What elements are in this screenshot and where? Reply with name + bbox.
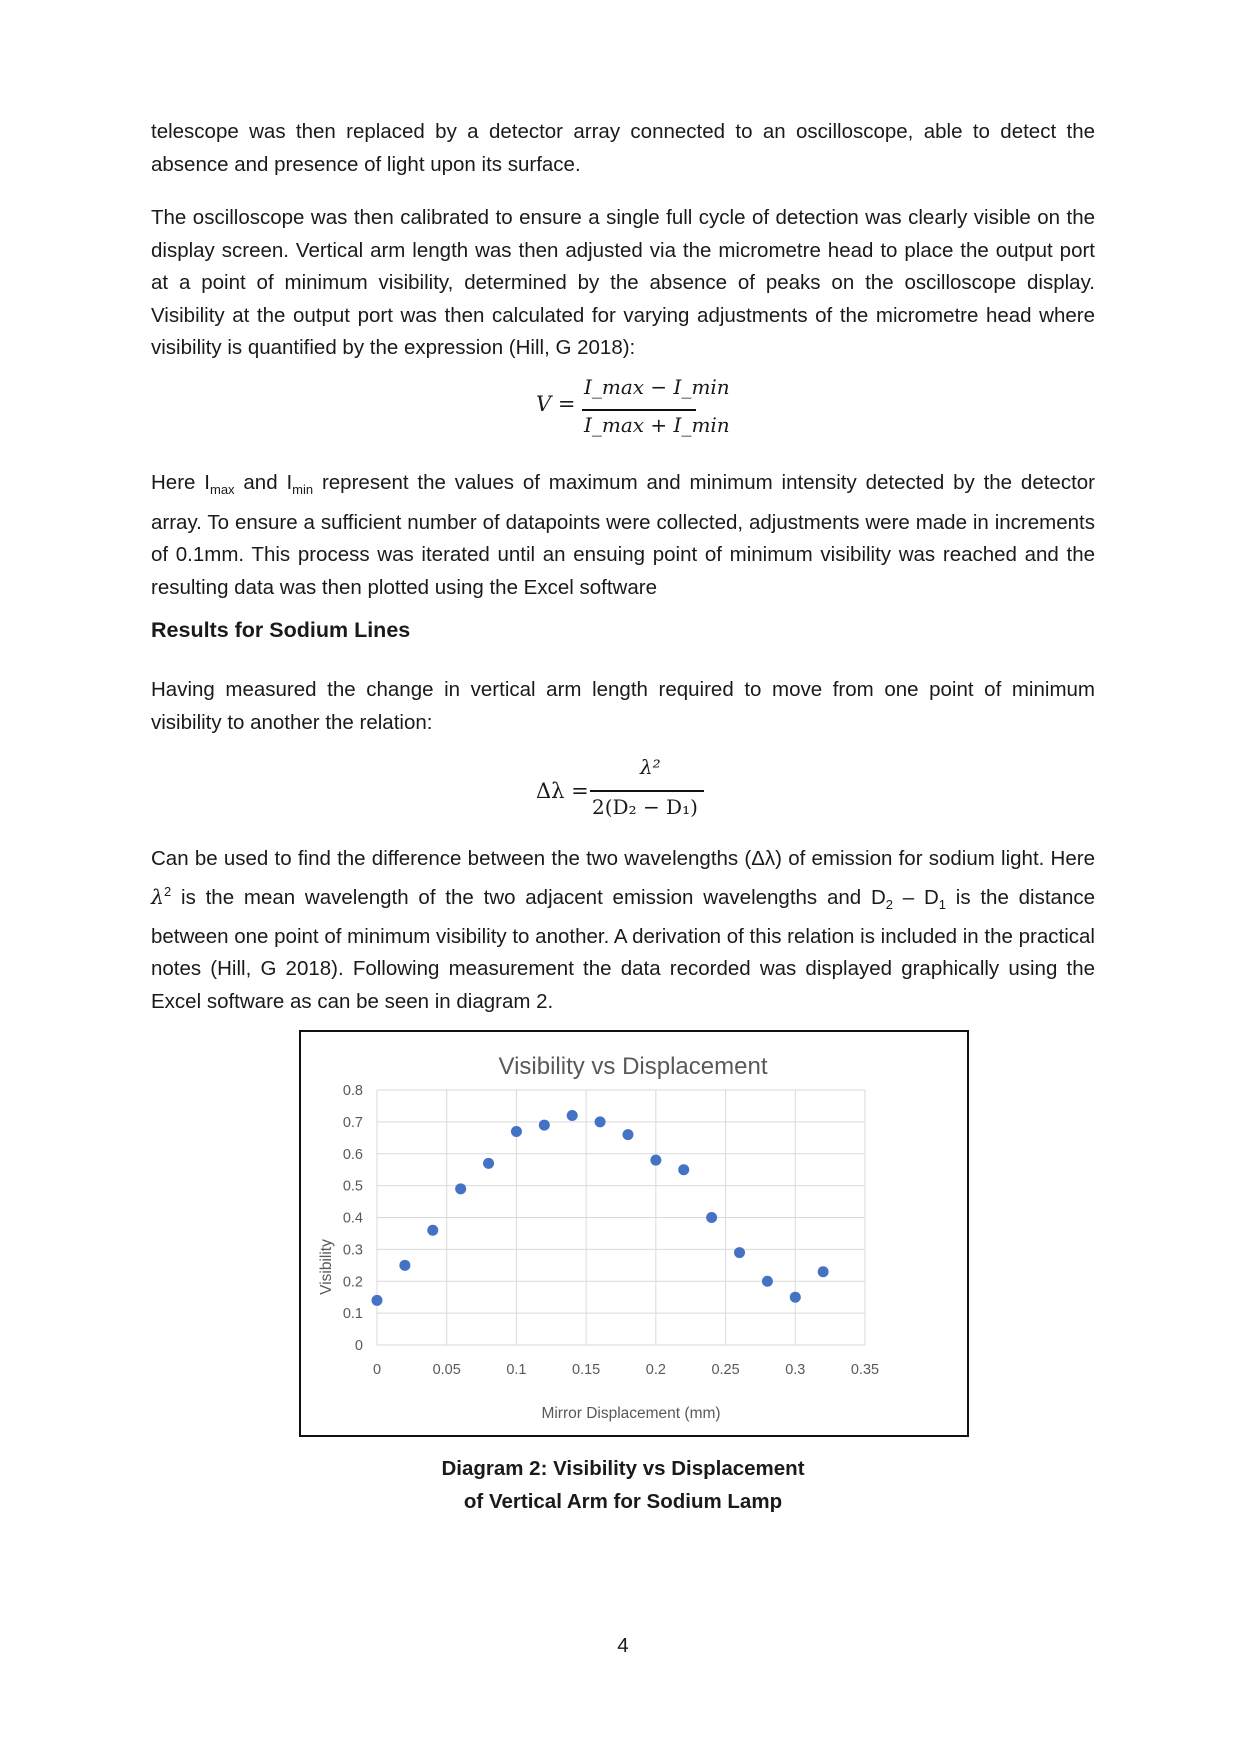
- y-tick-label: 0.8: [342, 1083, 363, 1099]
- equation-lhs: Δλ =: [536, 779, 589, 803]
- data-point: [483, 1158, 494, 1169]
- x-tick-label: 0.25: [711, 1362, 740, 1378]
- x-tick-label: 0.3: [785, 1362, 806, 1378]
- equation-lhs: V =: [536, 392, 576, 416]
- y-tick-label: 0.4: [342, 1210, 363, 1227]
- x-tick-label: 0.1: [506, 1362, 527, 1378]
- visibility-equation: [536, 375, 736, 445]
- caption-line-1: Diagram 2: Visibility vs Displacement: [441, 1457, 805, 1480]
- data-point: [678, 1164, 689, 1175]
- chart-grid: [377, 1090, 865, 1345]
- data-point: [567, 1110, 578, 1121]
- equation-denominator: 2(D₂ − D₁): [592, 795, 698, 819]
- data-point: [818, 1266, 829, 1277]
- x-axis-label: Mirror Displacement (mm): [541, 1405, 721, 1422]
- data-points: [372, 1110, 829, 1306]
- data-point: [427, 1225, 438, 1236]
- data-point: [622, 1129, 633, 1140]
- paragraph-wavelength: Can be used to find the difference between the two wavelengths (Δλ) of emission for sodium light. Here $\lambda^2$ is the mean wavelength of the two adjacent emission wavelengths and $D_2 - D_1$ is the distance between one point of minimum visibility to another. A derivation of this relation is included in the practical notes (Hill, G 2018). Following measurement the data recorded was displayed graphically using the Excel software as can be seen in diagram 2.: [151, 847, 1095, 1013]
- data-point: [455, 1183, 466, 1194]
- y-tick-label: 0.7: [342, 1114, 363, 1131]
- caption-line-2: of Vertical Arm for Sodium Lamp: [463, 1490, 783, 1513]
- figure-caption: [151, 1452, 1095, 1518]
- y-tick-labels: [343, 1083, 363, 1354]
- wavelength-equation: [536, 755, 736, 825]
- data-point: [539, 1120, 550, 1131]
- equation-numerator: λ²: [640, 755, 661, 779]
- fraction-bar: [590, 790, 704, 792]
- y-tick-label: 0.6: [342, 1146, 363, 1163]
- data-point: [790, 1292, 801, 1303]
- data-point: [399, 1260, 410, 1271]
- x-tick-labels: [373, 1362, 879, 1378]
- data-point: [595, 1116, 606, 1127]
- data-point: [734, 1247, 745, 1258]
- section-heading: Results for Sodium Lines: [151, 618, 411, 642]
- y-tick-label: 0.3: [342, 1242, 363, 1259]
- y-axis-label: Visibility: [318, 1239, 335, 1295]
- data-point: [706, 1212, 717, 1223]
- y-tick-label: 0.5: [342, 1178, 363, 1195]
- y-tick-label: 0.1: [342, 1306, 363, 1323]
- x-tick-label: 0: [372, 1362, 382, 1378]
- equation-denominator: I_max + I_min: [584, 413, 730, 437]
- fraction-bar: [582, 409, 696, 411]
- data-point: [372, 1295, 383, 1306]
- chart-title: Visibility vs Displacement: [498, 1053, 768, 1080]
- page-number: 4: [617, 1634, 629, 1657]
- y-tick-label: 0: [354, 1338, 363, 1354]
- x-tick-label: 0.35: [850, 1362, 880, 1378]
- x-tick-label: 0.15: [572, 1362, 601, 1378]
- paragraph-intro: telescope was then replaced by a detector array connected to an oscilloscope, able to detect the absence and presence of light upon its surface.: [151, 120, 1095, 176]
- data-point: [762, 1276, 773, 1287]
- scatter-chart: [301, 1032, 966, 1434]
- paragraph-intensity: Here $I_{max}$ and $I_{min}$ represent the values of maximum and minimum intensity detected by the detector array. To ensure a sufficient number of datapoints were collected, adjustments were made in increments of 0.1mm. This process was iterated until an ensuing point of minimum visibility was reached and the resulting data was then plotted using the Excel software: [151, 471, 1096, 599]
- paragraph-calibration: The oscilloscope was then calibrated to ensure a single full cycle of detection was clearly visible on the display screen. Vertical arm length was then adjusted via the micrometre head to place the output port at a point of minimum visibility, determined by the absence of peaks on the oscilloscope display. Visibility at the output port was then calculated for varying adjustments of the micrometre head where visibility is quantified by the expression (Hill, G 2018):: [151, 206, 1095, 359]
- data-point: [650, 1155, 661, 1166]
- paragraph-relation-intro: Having measured the change in vertical arm length required to move from one point of minimum visibility to another the relation:: [151, 678, 1095, 734]
- chart-frame: [299, 1030, 969, 1437]
- data-point: [511, 1126, 522, 1137]
- x-tick-label: 0.05: [432, 1362, 461, 1378]
- x-tick-label: 0.2: [645, 1362, 666, 1378]
- y-tick-label: 0.2: [342, 1274, 363, 1291]
- equation-numerator: I_max − I_min: [584, 375, 730, 399]
